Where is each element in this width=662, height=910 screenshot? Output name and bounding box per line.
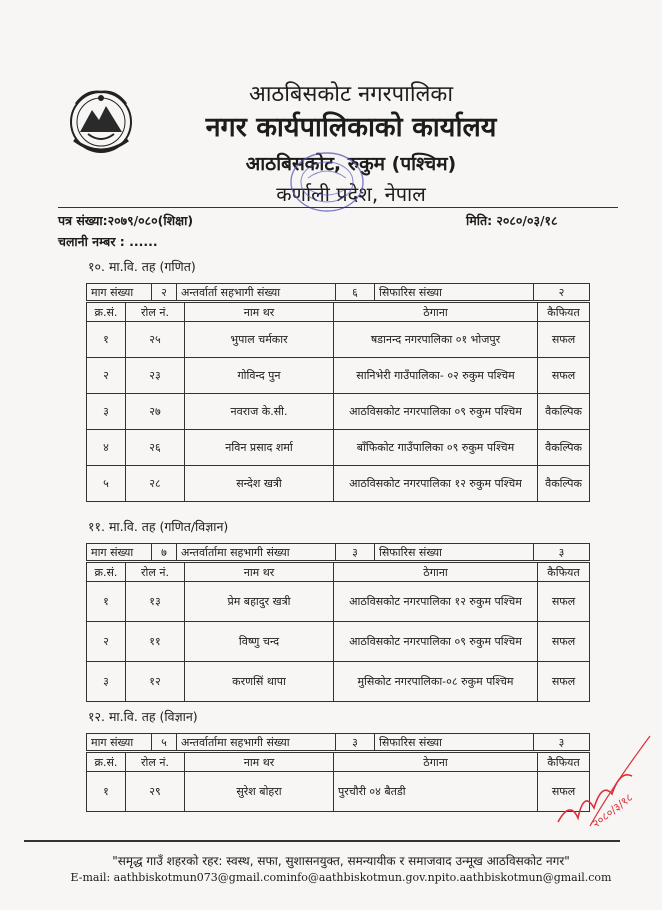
table-row xyxy=(87,358,590,394)
cell-name: सन्देश खत्री xyxy=(185,466,334,502)
demand-count: ५ xyxy=(152,734,177,751)
demand-count: २ xyxy=(152,284,177,301)
footer-divider xyxy=(24,840,620,842)
cell-serial: १ xyxy=(87,772,126,812)
recommend-count: ३ xyxy=(534,544,590,561)
cell-roll: २५ xyxy=(126,322,185,358)
cell-name: नवराज के.सी. xyxy=(185,394,334,430)
col-name: नाम थर xyxy=(185,753,334,772)
col-serial: क्र.सं. xyxy=(87,303,126,322)
cell-address: आठविसकोट नगरपालिका ०९ रुकुम पश्चिम xyxy=(334,622,538,662)
cell-remarks: सफल xyxy=(538,622,590,662)
cell-address: सानिभेरी गाउँपालिका- ०२ रुकुम पश्चिम xyxy=(334,358,538,394)
department-name: नगर कार्यपालिकाको कार्यालय xyxy=(205,112,497,143)
col-name: नाम थर xyxy=(185,303,334,322)
cell-roll: २९ xyxy=(126,772,185,812)
footer-slogan: "समृद्ध गाउँ शहरको रहर: स्वस्थ, सफा, सुशासनयुक्त, समन्यायीक र समाजवाद उन्मूख आठविसकोट नगर" xyxy=(112,854,570,868)
interview-label: अन्तर्वार्तामा सहभागी संख्या xyxy=(177,544,336,561)
cell-remarks: वैकल्पिक xyxy=(538,394,590,430)
interview-count: ६ xyxy=(336,284,375,301)
office-name: आठबिसकोट नगरपालिका xyxy=(248,82,454,107)
office-stamp xyxy=(288,150,366,214)
cell-address: षडानन्द नगरपालिका ०१ भोजपुर xyxy=(334,322,538,358)
table-row xyxy=(87,662,590,702)
interview-count: ३ xyxy=(336,734,375,751)
section-10-summary xyxy=(86,283,590,301)
cell-address: मुसिकोट नगरपालिका-०८ रुकुम पश्चिम xyxy=(334,662,538,702)
col-roll: रोल नं. xyxy=(126,303,185,322)
interview-count: ३ xyxy=(336,544,375,561)
col-address: ठेगाना xyxy=(334,563,538,582)
demand-label: माग संख्या xyxy=(87,544,152,561)
section-title: १०. मा.वि. तह (गणित) xyxy=(88,259,196,274)
section-11-table xyxy=(86,562,590,702)
cell-roll: १३ xyxy=(126,582,185,622)
cell-serial: १ xyxy=(87,322,126,358)
cell-roll: २८ xyxy=(126,466,185,502)
col-address: ठेगाना xyxy=(334,753,538,772)
cell-serial: ४ xyxy=(87,430,126,466)
col-remarks: कैफियत xyxy=(538,753,590,772)
recommend-label: सिफारिस संख्या xyxy=(375,734,534,751)
col-address: ठेगाना xyxy=(334,303,538,322)
col-serial: क्र.सं. xyxy=(87,563,126,582)
cell-roll: २७ xyxy=(126,394,185,430)
letter-number: पत्र संख्या:२०७९/०८०(शिक्षा) xyxy=(58,213,194,228)
section-title: १२. मा.वि. तह (विज्ञान) xyxy=(88,709,198,724)
recommend-label: सिफारिस संख्या xyxy=(375,284,534,301)
cell-address: बाँफिकोट गाउँपालिका ०९ रुकुम पश्चिम xyxy=(334,430,538,466)
dispatch-number: चलानी नम्बर : ...... xyxy=(58,234,158,249)
province-name: कर्णाली प्रदेश, नेपाल xyxy=(276,182,426,206)
table-row xyxy=(87,772,590,812)
col-remarks: कैफियत xyxy=(538,563,590,582)
section-title: ११. मा.वि. तह (गणित/विज्ञान) xyxy=(88,519,229,534)
recommend-label: सिफारिस संख्या xyxy=(375,544,534,561)
demand-label: माग संख्या xyxy=(87,734,152,751)
cell-name: गोविन्द पुन xyxy=(185,358,334,394)
cell-remarks: वैकल्पिक xyxy=(538,466,590,502)
cell-roll: २६ xyxy=(126,430,185,466)
cell-serial: ३ xyxy=(87,662,126,702)
col-roll: रोल नं. xyxy=(126,563,185,582)
cell-name: विष्णु चन्द xyxy=(185,622,334,662)
cell-remarks: सफल xyxy=(538,582,590,622)
col-name: नाम थर xyxy=(185,563,334,582)
letter-date: मिति: २०८०/०३/१८ xyxy=(466,213,558,228)
cell-address: पुरचौरी ०४ बैतडी xyxy=(334,772,538,812)
section-10-table xyxy=(86,302,590,502)
cell-remarks: वैकल्पिक xyxy=(538,430,590,466)
handwritten-signature xyxy=(550,730,660,840)
cell-roll: २३ xyxy=(126,358,185,394)
col-remarks: कैफियत xyxy=(538,303,590,322)
table-row xyxy=(87,466,590,502)
recommend-count: ३ xyxy=(534,734,590,751)
cell-serial: २ xyxy=(87,358,126,394)
table-row xyxy=(87,322,590,358)
col-serial: क्र.सं. xyxy=(87,753,126,772)
cell-remarks: सफल xyxy=(538,322,590,358)
cell-serial: ५ xyxy=(87,466,126,502)
cell-serial: १ xyxy=(87,582,126,622)
footer-email: E-mail: aathbiskotmun073@gmail.cominfo@aathbiskotmun.gov.npito.aathbiskotmun@gmail.com xyxy=(70,871,612,884)
interview-label: अन्तर्वार्ता सहभागी संख्या xyxy=(177,284,336,301)
signature-date: २०८०/३/१८ xyxy=(589,790,636,831)
cell-name: प्रेम बहादुर खत्री xyxy=(185,582,334,622)
cell-name: सुरेश बोहरा xyxy=(185,772,334,812)
col-roll: रोल नं. xyxy=(126,753,185,772)
table-row xyxy=(87,582,590,622)
table-row xyxy=(87,622,590,662)
office-address: आठबिसकोट, रुकुम (पश्चिम) xyxy=(245,153,457,175)
table-row xyxy=(87,430,590,466)
section-12-summary xyxy=(86,733,590,751)
cell-remarks: सफल xyxy=(538,358,590,394)
cell-remarks: सफल xyxy=(538,772,590,812)
cell-serial: ३ xyxy=(87,394,126,430)
cell-name: भुपाल चर्मकार xyxy=(185,322,334,358)
cell-address: आठविसकोट नगरपालिका १२ रुकुम पश्चिम xyxy=(334,466,538,502)
cell-roll: ११ xyxy=(126,622,185,662)
demand-count: ७ xyxy=(152,544,177,561)
section-11-summary xyxy=(86,543,590,561)
recommend-count: २ xyxy=(534,284,590,301)
cell-remarks: सफल xyxy=(538,662,590,702)
interview-label: अन्तर्वार्तामा सहभागी संख्या xyxy=(177,734,336,751)
cell-roll: १२ xyxy=(126,662,185,702)
table-row xyxy=(87,394,590,430)
header-divider xyxy=(58,207,618,208)
cell-serial: २ xyxy=(87,622,126,662)
cell-name: करणसिं थापा xyxy=(185,662,334,702)
cell-name: नविन प्रसाद शर्मा xyxy=(185,430,334,466)
cell-address: आठविसकोट नगरपालिका १२ रुकुम पश्चिम xyxy=(334,582,538,622)
cell-address: आठविसकोट नगरपालिका ०९ रुकुम पश्चिम xyxy=(334,394,538,430)
section-12-table xyxy=(86,752,590,812)
demand-label: माग संख्या xyxy=(87,284,152,301)
